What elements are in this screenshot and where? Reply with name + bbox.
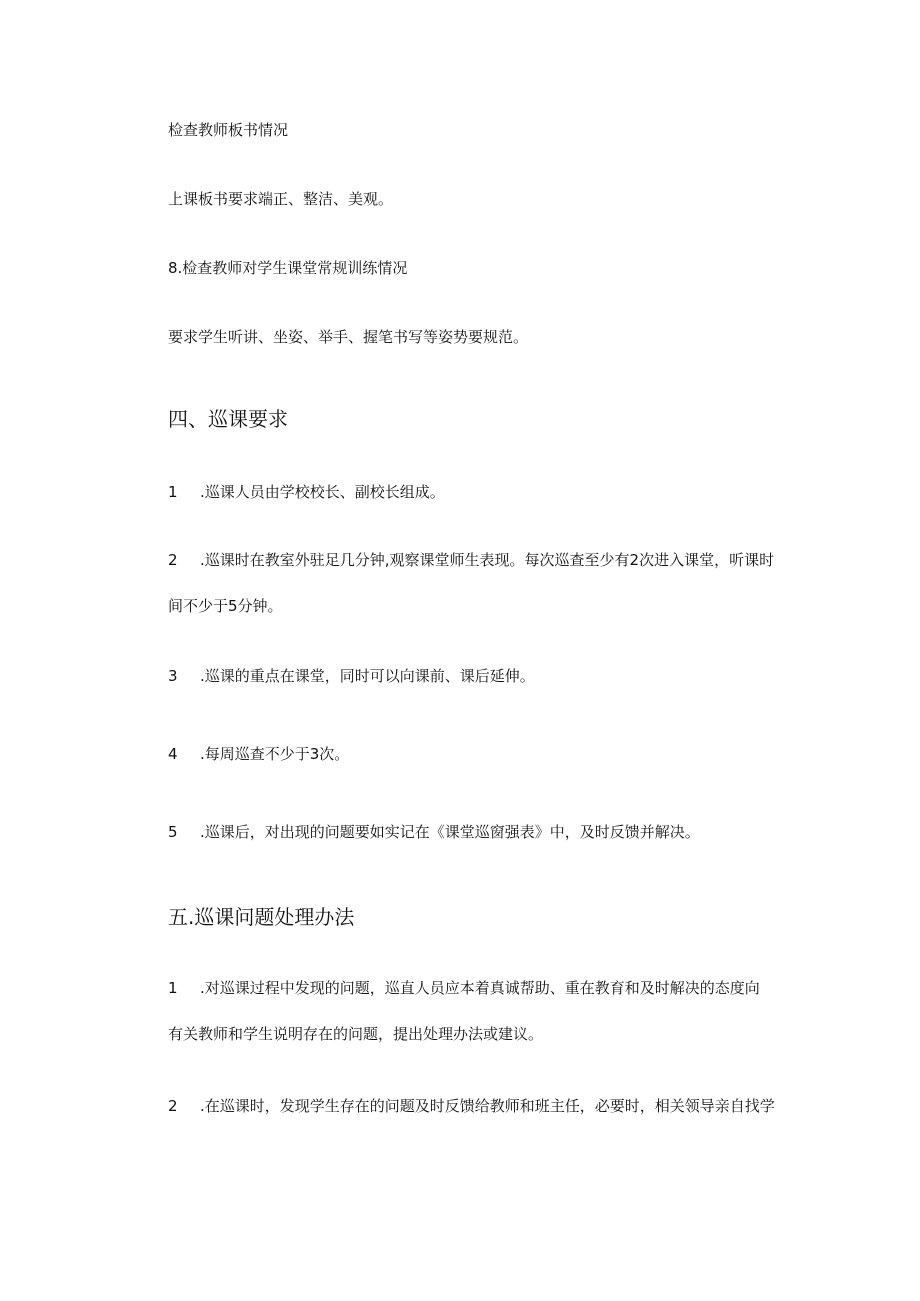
- item-text: .对巡课过程中发现的问题，巡直人员应本着真诚帮助、重在教育和及时解决的态度向: [200, 979, 760, 997]
- item-text: .每周巡查不少于3次。: [200, 745, 350, 763]
- section4-item: [168, 822, 700, 842]
- item-text: .巡课的重点在课堂，同时可以向课前、课后延伸。: [200, 667, 535, 685]
- item-number: 5: [168, 823, 178, 841]
- section4-item: [168, 666, 535, 686]
- item-text: .巡课人员由学校校长、副校长组成。: [200, 483, 445, 501]
- section5-item-continuation: 有关教师和学生说明存在的问题，提出处理办法或建议。: [168, 1025, 544, 1043]
- item-number: 2: [168, 551, 178, 569]
- item-number: 1: [168, 483, 178, 501]
- item-number: 4: [168, 745, 178, 763]
- item-text: .在巡课时，发现学生存在的问题及时反馈给教师和班主任，必要时，相关领导亲自找学: [200, 1097, 775, 1115]
- item-number: 3: [168, 667, 178, 685]
- section4-item: [168, 482, 445, 502]
- section4-item-continuation: 间不少于5分钟。: [168, 597, 283, 615]
- item-number: 2: [168, 1097, 178, 1115]
- routine-check-title: 8.检查教师对学生课堂常规训练情况: [168, 259, 408, 277]
- section5-heading: 五.巡课问题处理办法: [168, 905, 355, 929]
- section5-item: [168, 1096, 775, 1116]
- section4-item: [168, 550, 774, 570]
- routine-check-text: 要求学生听讲、坐姿、举手、握笔书写等姿势要规范。: [168, 328, 529, 346]
- board-check-text: 上课板书要求端正、整洁、美观。: [168, 190, 394, 208]
- section5-item: [168, 978, 760, 998]
- section4-item: [168, 744, 349, 764]
- item-number: 1: [168, 979, 178, 997]
- item-text: .巡课后，对出现的问题要如实记在《课堂巡窗强表》中，及时反馈并解决。: [200, 823, 700, 841]
- section4-heading: 四、巡课要求: [168, 407, 288, 431]
- item-text: .巡课时在教室外驻足几分钟,观察课堂师生表现。每次巡查至少有2次进入课堂，听课时: [200, 551, 775, 569]
- board-check-title: 检查教师板书情况: [168, 121, 289, 139]
